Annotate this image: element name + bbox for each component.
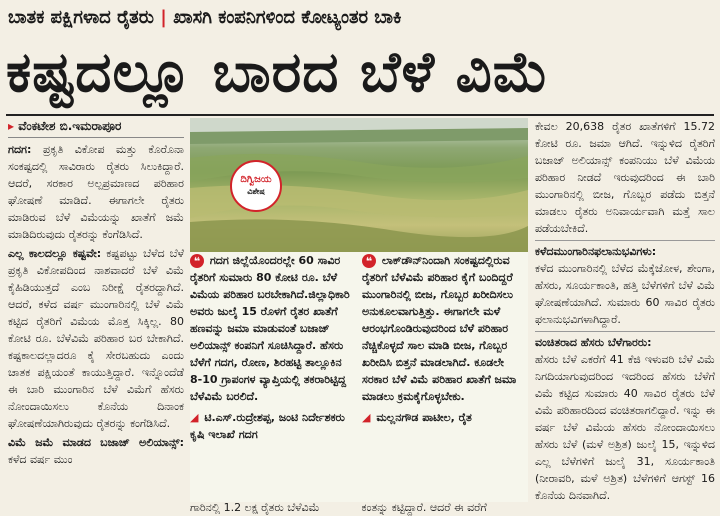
kicker-separator: | (160, 7, 167, 28)
subheading: ಕಳೆದಮುಂಗಾರಿನಫಲಾನುಭವಿಗಳು: (535, 240, 715, 260)
paragraph: ಗದಗ: ಪ್ರಕೃತಿ ವಿಕೋಪ ಮತ್ತು ಕೊರೊನಾ ಸಂಕಷ್ಟದಲ್ಲಿ ಸಾವಿರಾರು ರೈತರು ಸಿಲುಕಿದ್ದಾರೆ. ಆದರೆ, ಸರಕಾರ ಅಲ್ಪಪ್ರಮಾಣದ ಪರಿಹಾರ ಘೋಷಣೆ ಮಾಡಿದೆ. ಈಗಾಗಲೇ ರೈತರು ಮಾಡಿರುವ ಬೆಳೆ ವಿಮೆಯನ್ನು ಖಾತೆಗೆ ಜಮೆ ಮಾಡಿದಿರುವುದು ರೈತರನ್ನು ಕೆಂಗೆಡಿಸಿದೆ. (8, 143, 184, 241)
quote-mark-icon: ❝ (190, 254, 204, 268)
paragraph: ಕಳೆದ ಮುಂಗಾರಿನಲ್ಲಿ ಬೆಳೆದ ಮೆಕ್ಕೆಜೋಳ, ಶೇಂಗಾ, ಹೆಸರು, ಸೂರ್ಯಕಾಂತಿ, ಹತ್ತಿ ಬೆಳೆಗಳಿಗೆ ಬೆಳೆ ವಿಮೆ ಘೋಷಣೆಯಾಗಿದೆ. ಸುಮಾರು 60 ಸಾವಿರ ರೈತರು ಫಲಾನುಭವಿಗಳಾಗಿದ್ದಾರೆ. (535, 262, 715, 326)
quote-farmer (362, 252, 525, 502)
quote-text: ಲಾಕ್‌ಡೌನ್‌ನಿಂದಾಗಿ ಸಂಕಷ್ಟದಲ್ಲಿರುವ ರೈತರಿಗೆ ಬೆಳೆವಿಮೆ ಪರಿಹಾರ ಕೈಗೆ ಬಂದಿದ್ದರೆ ಮುಂಗಾರಿನಲ್ಲಿ ಬೀಜ, ಗೊಬ್ಬರ ಖರೀದಿಸಲು ಅನುಕೂಲವಾಗುತ್ತಿತ್ತು. ಈಗಾಗಲೇ ಮಳೆ ಆರಂಭಗೊಂಡಿರುವುದರಿಂದ ಬೆಳೆ ಪರಿಹಾರ ನೆಚ್ಚಿಕೊಳ್ಳದೆ ಸಾಲ ಮಾಡಿ ಬೀಜ, ಗೊಬ್ಬರ ಖರೀದಿಸಿ ಬಿತ್ತನೆ ಮಾಡಲಾಗಿದೆ. ಕೂಡಲೇ ಸರಕಾರ ಬೆಳೆ ವಿಮೆ ಪರಿಹಾರ ಖಾತೆಗೆ ಜಮಾ ಮಾಡಲು ಕ್ರಮಕೈಗೊಳ್ಳಬೇಕು. (362, 254, 517, 403)
byline-marker-icon: ▸ (8, 119, 15, 133)
quote-official (190, 252, 353, 502)
paragraph: ಎಲ್ಲ ಕಾಲದಲ್ಲೂ ಕಷ್ಟವೇ: ಕಷ್ಟಪಟ್ಟು ಬೆಳೆದ ಬೆಳೆ ಪ್ರಕೃತಿ ವಿಕೋಪದಿಂದ ನಾಶವಾದರೆ ಬೆಳೆ ವಿಮೆ ಕೈಹಿಡಿಯುತ್ತದೆ ಎಂಬ ನಿರೀಕ್ಷೆ ರೈತರದ್ದಾಗಿದೆ. ಆದರೆ, ಕಳೆದ ವರ್ಷ ಮುಂಗಾರಿನಲ್ಲಿ ಬೆಳೆ ವಿಮೆ ಕಟ್ಟಿದ ರೈತರಿಗೆ ವಿಮೆಯ ಮೊತ್ತ ಸಿಕ್ಕಿಲ್ಲ. 80 ಕೋಟಿ ರೂ. ಬೆಳೆವಿಮೆ ಪರಿಹಾರ ಬರ ಬೇಕಾಗಿದೆ. ಕಷ್ಟಕಾಲದಲ್ಲಾದರೂ ಕೈ ಸೇರಬಹುದು ಎಂದು ಚಾತಕ ಪಕ್ಷಿಯಂತೆ ಕಾಯುತ್ತಿದ್ದಾರೆ. ಇನ್ನೊಂದೆಡೆ ಈ ಬಾರಿ ಮುಂಗಾರಿನ ಬೆಳೆ ವಿಮೆಗೆ ಹೆಸರು ನೋಂದಾಯಿಸಲು ಕೊನೆಯ ದಿನಾಂಕ ಘೋಷಣೆಯಾಗಿರುವುದು ರೈತರನ್ನು ಕಂಗೆಡಿಸಿದೆ. (8, 247, 184, 430)
attribution-marker-icon: ◢ (362, 411, 371, 424)
subheading: ವಂಚಿತರಾದ ಹೆಸರು ಬೆಳೆಗಾರರು: (535, 331, 715, 351)
quote-attribution: ◢ ಮಲ್ಲನಗೌಡ ಪಾಟೀಲ, ರೈತ (362, 411, 472, 424)
headline-rule (6, 114, 714, 116)
article-column-left (8, 118, 184, 516)
continued-right: ಕಂತನ್ನು ಕಟ್ಟಿದ್ದಾರೆ. ಆದರೆ ಈ ವರೆಗೆ (361, 501, 487, 514)
quote-attribution: ◢ ಟಿ.ಎಸ್.ರುದ್ರೇಶಪ್ಪ, ಜಂಟಿ ನಿರ್ದೇಶಕರು ಕೃಷಿ ಇಲಾಖೆ ಗದಗ (190, 411, 345, 441)
byline-author: ವೆಂಕಟೇಶ ಬಿ.ಇಮರಾಪೂರ (18, 119, 122, 133)
kicker-right: ಖಾಸಗಿ ಕಂಪನಿಗಳಿಂದ ಕೋಟ್ಯಂತರ ಬಾಕಿ (173, 7, 402, 28)
kicker-left: ಬಾತಕ ಪಕ್ಷಿಗಳಾದ ರೈತರು (8, 7, 154, 28)
quote-text: ಗದಗ ಜಿಲ್ಲೆಯೊಂದರಲ್ಲೇ 60 ಸಾವಿರ ರೈತರಿಗೆ ಸುಮಾರು 80 ಕೋಟಿ ರೂ. ಬೆಳೆ ವಿಮೆಯ ಪರಿಹಾರ ಬರಬೇಕಾಗಿದೆ.ಜಿಲ್ಲಾಧಿಕಾರಿ ಅವರು ಜುಲೈ 15 ರೊಳಗೆ ರೈತರ ಖಾತೆಗೆ ಹಣವನ್ನು ಜಮಾ ಮಾಡುವಂತೆ ಬಜಾಜ್ ಅಲಿಯಾನ್ಸ್ ಕಂಪನಿಗೆ ಸೂಚಿಸಿದ್ದಾರೆ. ಹೆಸರು ಬೆಳೆಗೆ ಗದಗ, ರೋಣ, ಶಿರಹಟ್ಟಿ ತಾಲ್ಲೂಕಿನ 8-10 ಗ್ರಾಪಂಗಳ ವ್ಯಾಪ್ತಿಯಲ್ಲಿ ತಕರಾರಿಟ್ಟಿದ್ದ ಬೆಳೆವಿಮೆ ಬರಲಿದೆ. (190, 254, 350, 403)
paragraph: ಹೆಸರು ಬೆಳೆ ಎಕರೆಗೆ 41 ಕೆಜಿ ಇಳುವರಿ ಬೆಳೆ ವಿಮೆ ನಿಗದಿಯಾಗುವುದರಿಂದ ಇದರಿಂದ ಹೆಸರು ಬೆಳೆಗೆ ವಿಮೆ ಕಟ್ಟಿದ ಸುಮಾರು 40 ಸಾವಿರ ರೈತರು ಬೆಳೆ ವಿಮೆ ಪರಿಹಾರದಿಂದ ವಂಚಿತರಾಗಲಿದ್ದಾರೆ. ಇನ್ನು ಈ ವರ್ಷ ಬೆಳೆ ವಿಮೆಯ ಹೆಸರು ನೋಂದಾಯಿಸಲು ಹೆಸರು ಬೆಳೆ (ಮಳೆ ಅಶ್ರಿತ) ಜುಲೈ 15, ಇನ್ನುಳಿದ ಎಲ್ಲ ಬೆಳೆಗಳಿಗೆ ಜುಲೈ 31, ಸೂರ್ಯಕಾಂತಿ (ನೀರಾವರಿ, ಮಳೆ ಅಶ್ರಿತ) ಬೆಳೆಗಳಿಗೆ ಆಗಸ್ಟ್ 16 ಕೊನೆಯ ದಿನವಾಗಿದೆ. (535, 353, 715, 502)
quote-box (190, 252, 528, 502)
paragraph: ವಿಮೆ ಜಮೆ ಮಾಡದ ಬಜಾಜ್ ಅಲಿಯಾನ್ಸ್: ಕಳೆದ ವರ್ಷ ಮುಂ (8, 436, 184, 466)
kicker (8, 4, 712, 32)
article-column-right (535, 118, 715, 516)
byline (8, 118, 184, 138)
attribution-marker-icon: ◢ (190, 411, 199, 424)
digvijaya-special-logo: ದಿಗ್ವಿಜಯ ವಿಶೇಷ (230, 160, 282, 212)
paragraph: ಕೇವಲ 20,638 ರೈತರ ಖಾತೆಗಳಿಗೆ 15.72 ಕೋಟಿ ರೂ. ಜಮಾ ಆಗಿದೆ. ಇನ್ನುಳಿದ ರೈತರಿಗೆ ಬಜಾಜ್ ಅಲಿಯಾನ್ಸ್ ಕಂಪನಿಯು ಬೆಳೆ ವಿಮೆಯ ಪರಿಹಾರ ನೀಡದೆ ಇರುವುದರಿಂದ ಈ ಬಾರಿ ಮುಂಗಾರಿನಲ್ಲಿ ಬೀಜ, ಗೊಬ್ಬರ ಪಡೆದು ಬಿತ್ತನೆ ಮಾಡಲು ರೈತರು ಅನಿವಾರ್ಯವಾಗಿ ಮತ್ತೆ ಸಾಲ ಪಡೆಯಬೇಕಿದೆ. (535, 120, 715, 235)
quote-mark-icon: ❝ (362, 254, 376, 268)
continued-text (190, 500, 535, 516)
headline: ಕಷ್ಟದಲ್ಲೂ ಬಾರದ ಬೆಳೆ ವಿಮೆ (6, 40, 550, 105)
continued-left: ಗಾರಿನಲ್ಲಿ 1.2 ಲಕ್ಷ ರೈತರು ಬೆಳೆವಿಮೆ (190, 501, 320, 514)
